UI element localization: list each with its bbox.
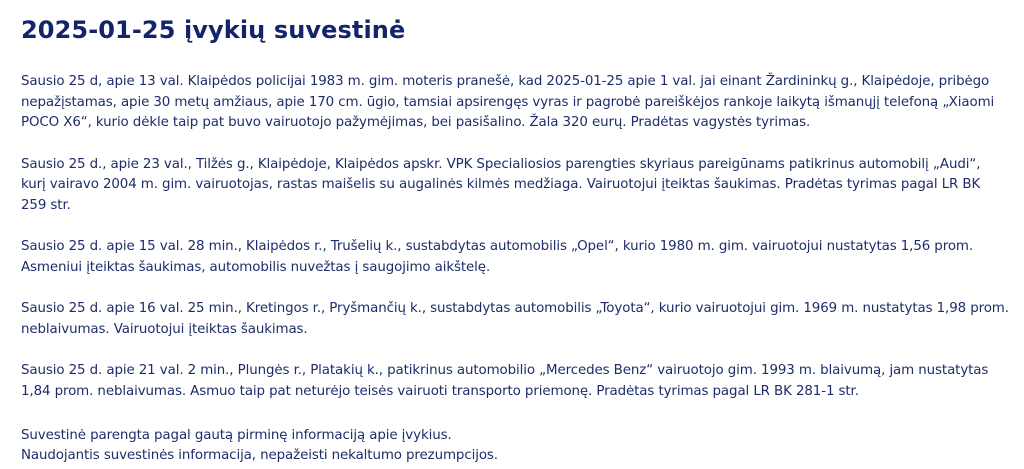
footer-note-source: Suvestinė parengta pagal gautą pirminę informaciją apie įvykius. (21, 428, 452, 443)
page-title: 2025-01-25 įvykių suvestinė (21, 16, 406, 44)
report-paragraph: Sausio 25 d. apie 16 val. 25 min., Kretingos r., Pryšmančių k., sustabdytas automobilis „Toyota“, kurio vairuotojui gim. 1969 m. nustatytas 1,98 prom. neblaivumas. Vairuotojui įteiktas šaukimas. (21, 301, 1009, 337)
report-list (21, 72, 1009, 423)
summary-footer (21, 426, 1009, 466)
report-paragraph: Sausio 25 d., apie 23 val., Tilžės g., Klaipėdoje, Klaipėdos apskr. VPK Specialiosios parengties skyriaus pareigūnams patikrinus automobilį „Audi“, kurį vairavo 2004 m. gim. vairuotojas, rastas maišelis su augalinės kilmės medžiaga. Vairuotojui įteiktas šaukimas. Pradėtas tyrimas pagal LR BK 259 str. (21, 156, 981, 213)
report-paragraph: Sausio 25 d. apie 21 val. 2 min., Plungės r., Platakių k., patikrinus automobilio „Mercedes Benz“ vairuotojo gim. 1993 m. blaivumą, jam nustatytas 1,84 prom. neblaivumas. Asmuo taip pat neturėjo teisės vairuoti transporto priemonę. Pradėtas tyrimas pagal LR BK 281-1 str. (21, 363, 989, 399)
report-paragraph: Sausio 25 d, apie 13 val. Klaipėdos policijai 1983 m. gim. moteris pranešė, kad 2025-01-25 apie 1 val. jai einant Žardininkų g., Klaipėdoje, pribėgo nepažįstamas, apie 30 metų amžiaus, apie 170 cm. ūgio, tamsiai apsirengęs vyras ir pagrobė pareiškėjos rankoje laikytą išmanųjį telefoną „Xiaomi POCO X6“, kurio dėkle taip pat buvo vairuotojo pažymėjimas, bei pasišalino. Žala 320 eurų. Pradėtas vagystės tyrimas. (21, 74, 995, 130)
footer-note-presumption: Naudojantis suvestinės informacija, nepažeisti nekaltumo prezumpcijos. (21, 448, 498, 463)
report-paragraph: Sausio 25 d. apie 15 val. 28 min., Klaipėdos r., Trušelių k., sustabdytas automobilis „Opel“, kurio 1980 m. gim. vairuotojui nustatytas 1,56 prom. Asmeniui įteiktas šaukimas, automobilis nuvežtas į saugojimo aikštelę. (21, 239, 974, 275)
